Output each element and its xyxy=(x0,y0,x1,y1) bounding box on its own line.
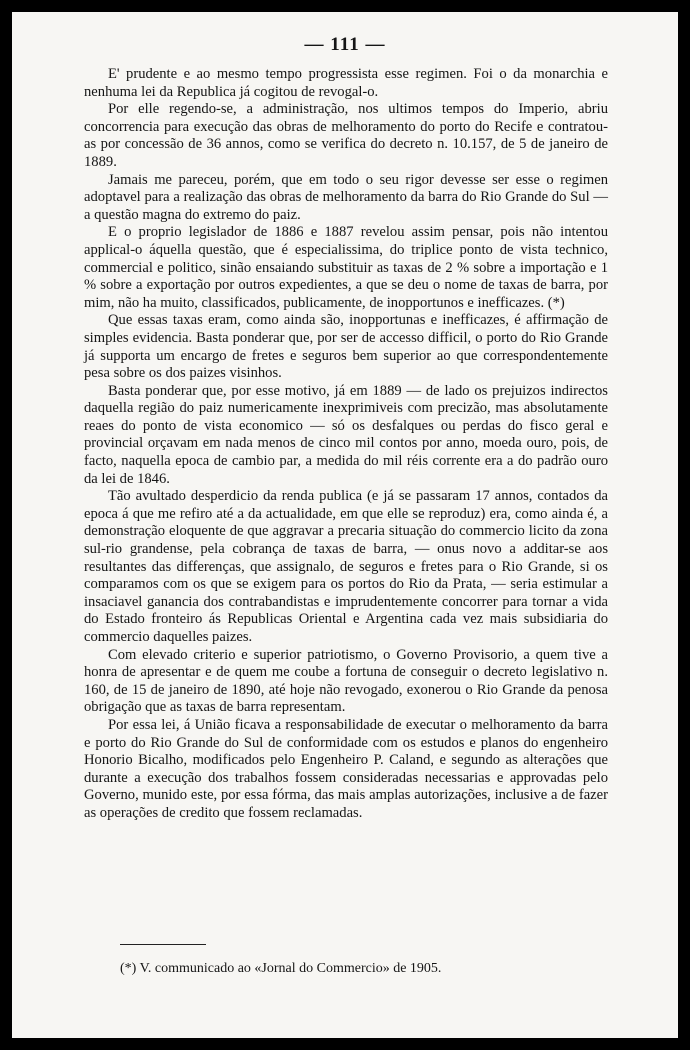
paragraph: Por essa lei, á União ficava a responsabilidade de executar o melhoramento da barra e porto do Rio Grande do Sul de conformidade com os estudos e planos do engenheiro Honorio Bicalho, modificados pelo Engenheiro P. Caland, e segundo as alterações que durante a execução dos trabalhos fossem consideradas necessarias e approvadas pelo Governo, munido este, por essa fórma, das mais amplas autorizações, inclusive a de fazer as operações de credito que fossem reclamadas. xyxy=(84,716,608,821)
paragraph: Basta ponderar que, por esse motivo, já em 1889 — de lado os prejuizos indirectos daquella região do paiz numericamente inexprimiveis com precizão, mas absolutamente reaes do ponto de vista economico — só os desfalques ou perdas do fisco geral e provincial orçavam em nada menos de cinco mil contos por anno, moeda ouro, pois, de facto, naquella epoca de cambio par, a medida do mil réis corrente era a do padrão ouro da lei de 1846. xyxy=(84,382,608,487)
document-page xyxy=(12,12,678,1038)
paragraph: E' prudente e ao mesmo tempo progressista esse regimen. Foi o da monarchia e nenhuma lei da Republica já cogitou de revogal-o. xyxy=(84,66,608,100)
paragraph: Que essas taxas eram, como ainda são, inopportunas e inefficazes, é affirmação de simples evidencia. Basta ponderar que, por ser de accesso difficil, o porto do Rio Grande já supporta um encargo de fretes e seguros bem superior ao que correspondentemente pesa sobre os dos paizes visinhos. xyxy=(84,312,608,382)
footnote: (*) V. communicado ao «Jornal do Commercio» de 1905. xyxy=(120,961,442,976)
paragraph: Tão avultado desperdicio da renda publica (e já se passaram 17 annos, contados da epoca á que me refiro até a da actualidade, em que elle se reproduz) era, como ainda é, a demonstração eloquente de que aggravar a precaria situação do commercio licito da zona sul-rio grandense, pela cobrança de taxas de barra, — onus novo a additar-se aos resultantes das differenças, que assignalo, de seguros e fretes para o Rio Grande, si os comparamos com os que se exigem para os portos do Rio da Prata, — seria estimular a insaciavel ganancia dos contrabandistas e imprudentemente concorrer para tornar a vida do Estado fronteiro ás Republicas Oriental e Argentina cada vez mais subsidiaria do commercio daquelles paizes. xyxy=(84,488,608,645)
paragraph: Com elevado criterio e superior patriotismo, o Governo Provisorio, a quem tive a honra de apresentar e de quem me coube a fortuna de conseguir o decreto legislativo n. 160, de 15 de janeiro de 1890, até hoje não revogado, exonerou o Rio Grande da penosa obrigação que as taxas de barra representam. xyxy=(84,646,608,716)
body-text xyxy=(84,66,608,823)
paragraph: Por elle regendo-se, a administração, nos ultimos tempos do Imperio, abriu concorrencia para execução das obras de melhoramento do porto do Recife e contratou-as por concessão de 36 annos, como se verifica do decreto n. 10.157, de 5 de janeiro de 1889. xyxy=(84,101,608,170)
paragraph: E o proprio legislador de 1886 e 1887 revelou assim pensar, pois não intentou applical-o áquella questão, que é especialissima, do triplice ponto de vista technico, commercial e politico, sinão ensaiando substituir as taxas de 2 % sobre a importação e 1 % sobre a exportação por outros expedientes, a que se deu o nome de taxas de barra, por mim, não ha muito, classificados, publicamente, de inopportunos e inefficazes. (*) xyxy=(84,224,608,311)
page-number: — 111 — xyxy=(304,34,386,55)
footnote-divider xyxy=(120,944,206,945)
paragraph: Jamais me pareceu, porém, que em todo o seu rigor devesse ser esse o regimen adoptavel para a realização das obras de melhoramento da barra do Rio Grande do Sul — a questão magna do extremo do paiz. xyxy=(84,171,608,223)
